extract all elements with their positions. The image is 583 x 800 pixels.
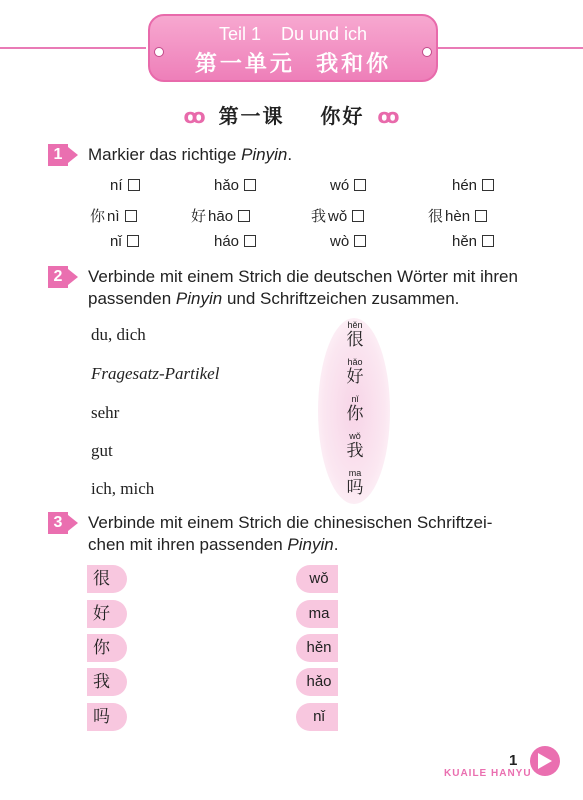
instruction-line: Verbinde mit einem Strich die deutschen Wörter mit ihren — [88, 267, 518, 286]
swirl-left-icon: ꝏ — [183, 104, 206, 128]
exercise-2-instruction — [88, 266, 518, 310]
german-word[interactable]: du, dich — [91, 325, 146, 344]
instruction-text: passenden — [88, 289, 176, 308]
next-page-arrow-icon[interactable] — [530, 746, 560, 776]
pinyin-option[interactable] — [214, 177, 256, 194]
hanzi-tile[interactable]: 吗 — [87, 703, 127, 731]
brand-label: KUAILE HANYU — [444, 768, 532, 779]
pinyin-tile[interactable]: nǐ — [296, 703, 338, 731]
arrow-icon — [68, 515, 78, 531]
hanzi-label: 吗 — [346, 478, 364, 498]
pinyin-tile[interactable]: ma — [296, 600, 338, 628]
german-word[interactable]: sehr — [91, 403, 120, 422]
instruction-italic: Pinyin — [287, 535, 334, 554]
pinyin-text: wó — [330, 177, 350, 194]
instruction-italic: Pinyin — [241, 145, 288, 164]
checkbox[interactable] — [244, 235, 256, 247]
instruction-text: . — [287, 145, 293, 164]
pinyin-text: ní — [110, 177, 123, 194]
hanzi-label: 很 — [346, 330, 364, 350]
banner-dot-icon — [154, 47, 164, 57]
banner-dot-icon — [422, 47, 432, 57]
instruction-italic: Pinyin — [175, 289, 223, 308]
pinyin-option[interactable] — [452, 233, 494, 250]
pinyin-option[interactable] — [452, 177, 494, 194]
character-with-pinyin[interactable] — [335, 357, 375, 387]
header-line-left — [0, 47, 146, 49]
exercise-number: 3 — [48, 512, 68, 534]
instruction-line — [88, 534, 492, 556]
instruction-line — [88, 288, 518, 310]
hanzi-tile[interactable]: 好 — [87, 600, 127, 628]
pinyin-tile[interactable]: wǒ — [296, 565, 338, 593]
checkbox[interactable] — [238, 210, 250, 222]
pinyin-option[interactable] — [311, 205, 364, 226]
pinyin-tile[interactable]: hǎo — [296, 668, 338, 696]
unit-banner — [148, 14, 438, 82]
exercise-number: 2 — [48, 266, 68, 288]
checkbox[interactable] — [127, 235, 139, 247]
arrow-icon — [68, 147, 78, 163]
instruction-text: Markier das richtige — [88, 145, 242, 164]
hanzi-label: 你 — [346, 404, 364, 424]
pinyin-label: wǒ — [349, 431, 361, 441]
hanzi-label: 你 — [90, 207, 106, 225]
pinyin-label: hǎo — [347, 357, 363, 367]
pinyin-text: hén — [452, 177, 478, 194]
character-with-pinyin[interactable] — [335, 431, 375, 461]
exercise-1-instruction — [88, 144, 292, 166]
pinyin-text: hěn — [452, 233, 478, 250]
arrow-icon — [68, 269, 78, 285]
checkbox[interactable] — [125, 210, 137, 222]
hanzi-label: 好 — [191, 207, 207, 225]
pinyin-text: hèn — [445, 208, 471, 225]
swirl-right-icon: ꝏ — [377, 104, 400, 128]
pinyin-label: nǐ — [351, 394, 359, 404]
pinyin-text: nì — [107, 208, 120, 225]
pinyin-text: háo — [214, 233, 240, 250]
german-word[interactable]: gut — [91, 441, 113, 460]
pinyin-option[interactable] — [110, 233, 139, 250]
lesson-heading — [0, 100, 583, 129]
german-word[interactable]: ich, mich — [91, 479, 155, 498]
pinyin-label: hěn — [347, 320, 363, 330]
header-line-right — [438, 47, 583, 49]
checkbox[interactable] — [128, 179, 140, 191]
character-with-pinyin[interactable] — [335, 394, 375, 424]
checkbox[interactable] — [244, 179, 256, 191]
pinyin-option[interactable] — [330, 233, 366, 250]
pinyin-option[interactable] — [428, 205, 487, 226]
checkbox[interactable] — [482, 235, 494, 247]
pinyin-tile[interactable]: hěn — [296, 634, 338, 662]
hanzi-tile[interactable]: 很 — [87, 565, 127, 593]
instruction-text: . — [333, 535, 339, 554]
page-number: 1 — [509, 752, 518, 769]
hanzi-tile[interactable]: 你 — [87, 634, 127, 662]
exercise-1-badge — [48, 144, 78, 166]
instruction-line: Verbinde mit einem Strich die chinesischen Schriftzei- — [88, 513, 493, 532]
pinyin-option[interactable] — [90, 205, 137, 226]
checkbox[interactable] — [475, 210, 487, 222]
hanzi-tile[interactable]: 我 — [87, 668, 127, 696]
exercise-2-badge — [48, 266, 78, 288]
checkbox[interactable] — [352, 210, 364, 222]
pinyin-text: hāo — [208, 208, 234, 225]
instruction-text: chen mit ihren passenden — [88, 535, 288, 554]
checkbox[interactable] — [482, 179, 494, 191]
exercise-3-badge — [48, 512, 78, 534]
exercise-number: 1 — [48, 144, 68, 166]
pinyin-label: ma — [348, 468, 362, 478]
checkbox[interactable] — [354, 235, 366, 247]
unit-title: Teil 1 Du und ich — [218, 24, 368, 44]
unit-title-chinese: 第一单元 我和你 — [194, 52, 392, 77]
hanzi-label: 好 — [346, 367, 364, 387]
german-word[interactable]: Fragesatz-Partikel — [91, 364, 220, 383]
hanzi-label: 我 — [311, 207, 327, 225]
pinyin-text: wò — [330, 233, 350, 250]
pinyin-text: hǎo — [214, 177, 240, 194]
instruction-text: und Schriftzeichen zusammen. — [222, 289, 460, 308]
pinyin-text: nǐ — [110, 233, 122, 250]
pinyin-option[interactable] — [330, 177, 366, 194]
hanzi-label: 我 — [346, 441, 364, 461]
pinyin-option[interactable] — [214, 233, 256, 250]
pinyin-option[interactable] — [191, 205, 250, 226]
hanzi-label: 很 — [428, 207, 444, 225]
checkbox[interactable] — [354, 179, 366, 191]
character-with-pinyin[interactable] — [335, 468, 375, 498]
character-with-pinyin[interactable] — [335, 320, 375, 350]
lesson-title: 第一课 你好 — [218, 104, 365, 128]
pinyin-text: wǒ — [328, 208, 348, 225]
pinyin-option[interactable] — [110, 177, 140, 194]
exercise-3-instruction — [88, 512, 492, 556]
